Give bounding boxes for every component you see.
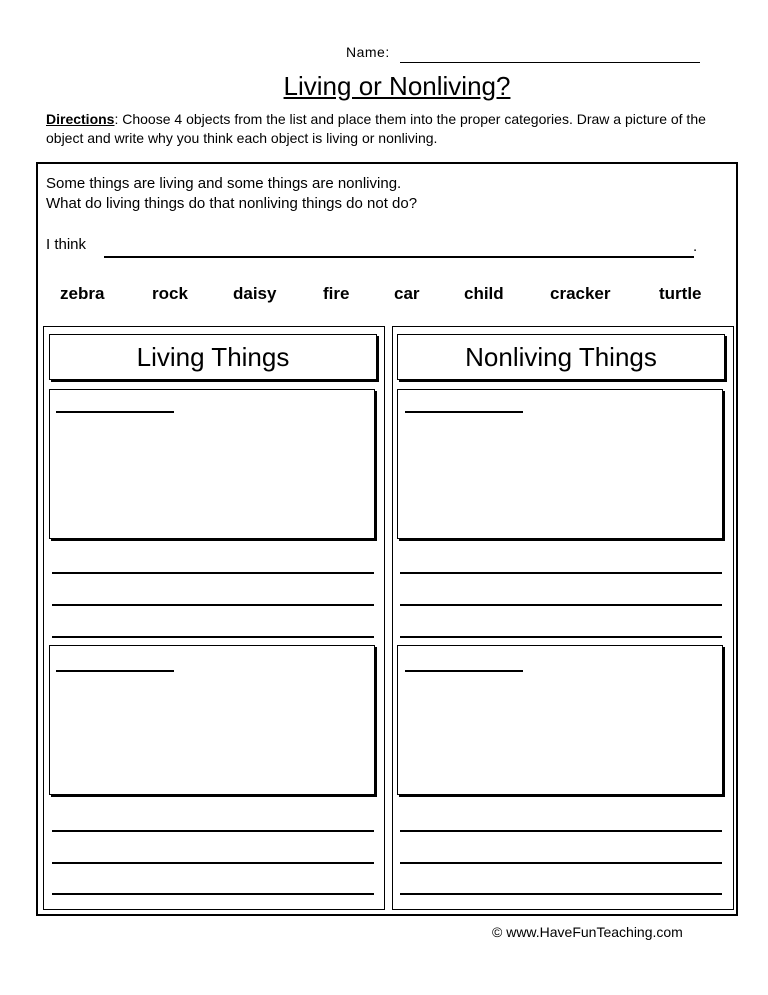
prompt-line-2: What do living things do that nonliving things do not do? bbox=[46, 195, 418, 212]
i-think-answer-line[interactable] bbox=[104, 256, 694, 258]
directions bbox=[46, 110, 736, 148]
living-drawing-box-2[interactable] bbox=[49, 645, 375, 795]
word-bank-item: zebra bbox=[60, 284, 105, 303]
nonliving-write-line[interactable] bbox=[400, 604, 722, 606]
nonliving-label-line-2[interactable] bbox=[405, 670, 523, 672]
directions-label: Directions bbox=[46, 111, 115, 127]
living-write-line[interactable] bbox=[52, 604, 374, 606]
word-bank-item: car bbox=[394, 284, 420, 303]
prompt bbox=[46, 174, 417, 214]
living-write-line[interactable] bbox=[52, 893, 374, 895]
word-bank-item: daisy bbox=[233, 284, 277, 303]
living-write-line[interactable] bbox=[52, 862, 374, 864]
living-write-line[interactable] bbox=[52, 572, 374, 574]
name-line[interactable] bbox=[400, 62, 700, 63]
directions-text: : Choose 4 objects from the list and place them into the proper categories. Draw a picture of the object and write why you think each object is living or nonliving. bbox=[46, 111, 706, 146]
word-bank-item: fire bbox=[323, 284, 350, 303]
living-label-line-2[interactable] bbox=[56, 670, 174, 672]
nonliving-drawing-box-2[interactable] bbox=[397, 645, 723, 795]
i-think-period: . bbox=[693, 238, 698, 255]
nonliving-write-line[interactable] bbox=[400, 830, 722, 832]
worksheet-title: Living or Nonliving? bbox=[283, 71, 511, 101]
living-label-line-1[interactable] bbox=[56, 411, 174, 413]
word-bank-item: rock bbox=[152, 284, 188, 303]
living-header: Living Things bbox=[49, 334, 377, 380]
copyright-footer: © www.HaveFunTeaching.com bbox=[492, 924, 683, 940]
nonliving-write-line[interactable] bbox=[400, 572, 722, 574]
nonliving-write-line[interactable] bbox=[400, 893, 722, 895]
nonliving-header: Nonliving Things bbox=[397, 334, 725, 380]
living-write-line[interactable] bbox=[52, 830, 374, 832]
prompt-line-1: Some things are living and some things are nonliving. bbox=[46, 175, 402, 192]
i-think-label: I think bbox=[46, 236, 87, 253]
word-bank-item: cracker bbox=[550, 284, 611, 303]
nonliving-write-line[interactable] bbox=[400, 636, 722, 638]
word-bank-item: turtle bbox=[659, 284, 702, 303]
name-label: Name: bbox=[346, 44, 390, 60]
living-write-line[interactable] bbox=[52, 636, 374, 638]
nonliving-label-line-1[interactable] bbox=[405, 411, 523, 413]
nonliving-write-line[interactable] bbox=[400, 862, 722, 864]
word-bank-item: child bbox=[464, 284, 504, 303]
